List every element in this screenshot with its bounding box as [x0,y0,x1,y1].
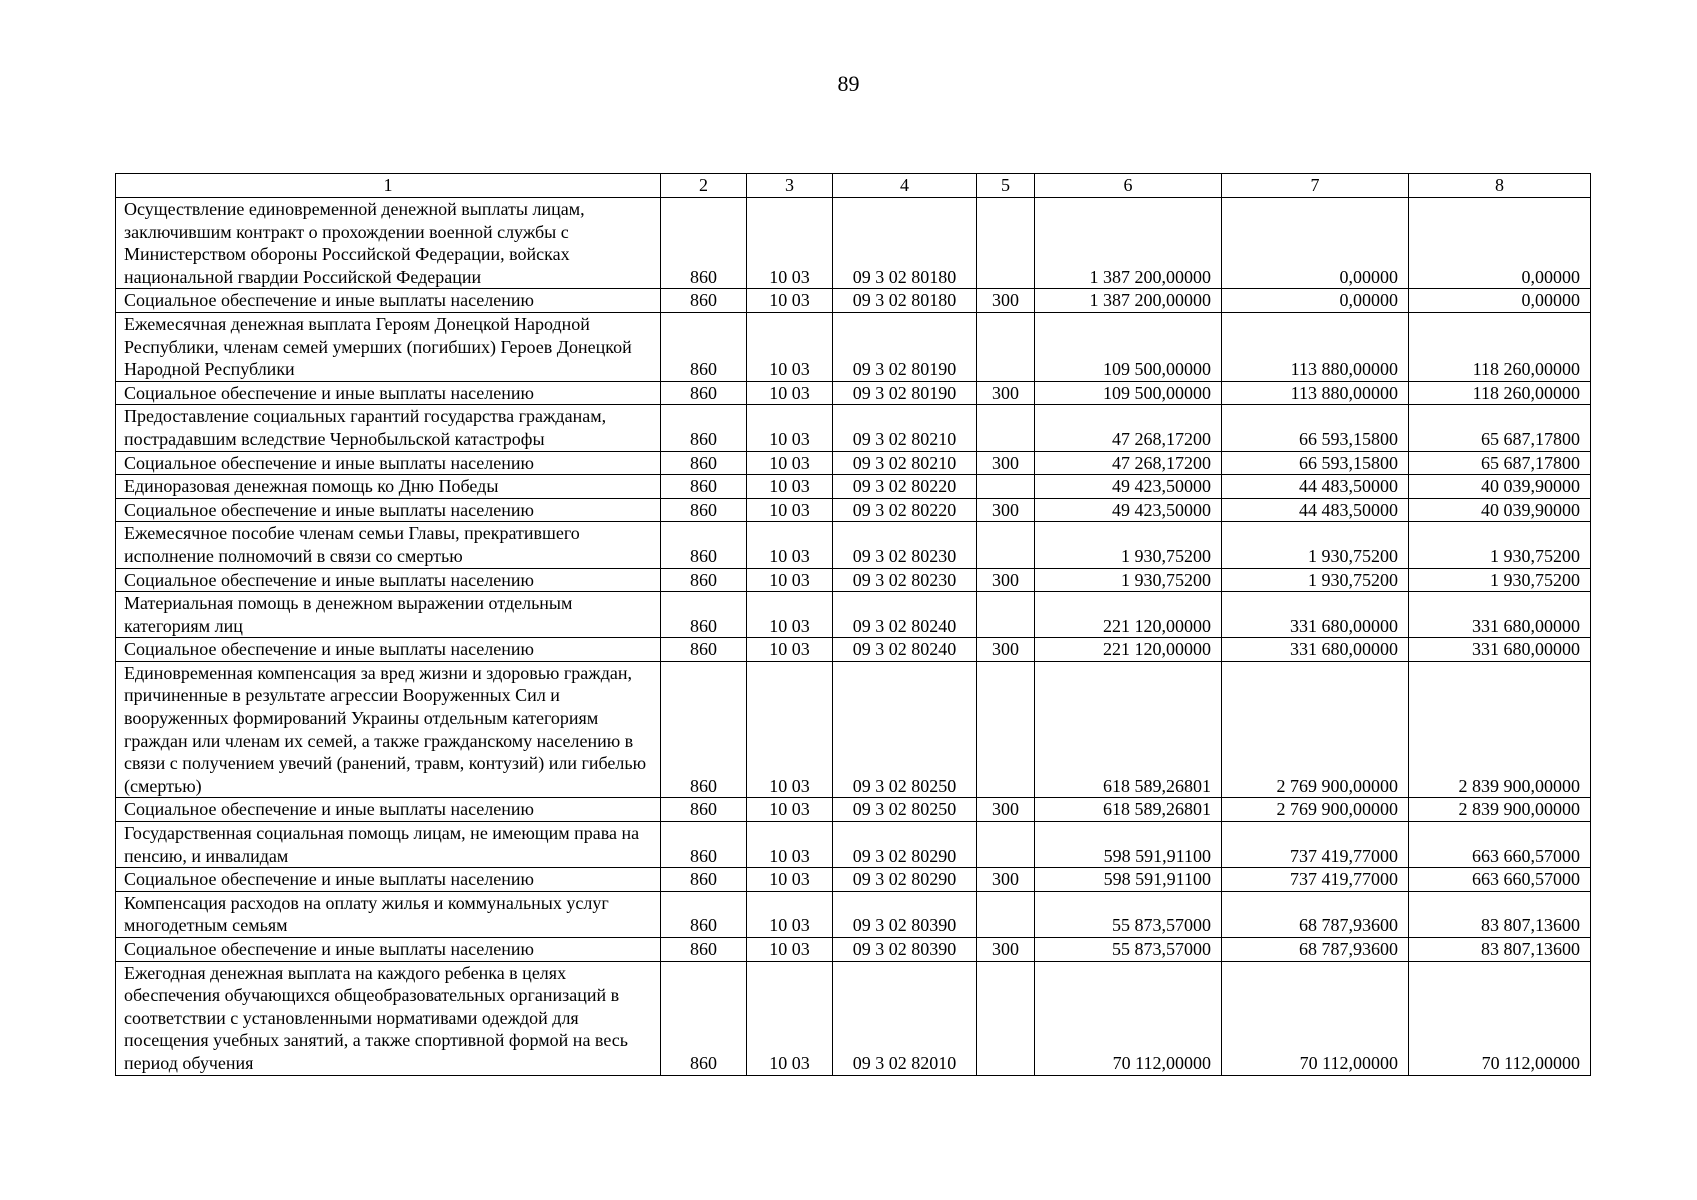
table-row [116,198,1591,289]
table-row [116,661,1591,798]
table-row [116,289,1591,313]
amount-year-3: 83 807,13600 [1409,891,1591,937]
target-article-code: 09 3 02 80390 [833,891,977,937]
ministry-code: 860 [661,961,747,1075]
expense-type-code [977,961,1035,1075]
row-description: Социальное обеспечение и иные выплаты населению [116,289,661,313]
amount-year-1: 221 120,00000 [1035,638,1222,662]
target-article-code: 09 3 02 80180 [833,289,977,313]
section-code: 10 03 [747,891,833,937]
ministry-code: 860 [661,475,747,499]
amount-year-3: 65 687,17800 [1409,405,1591,451]
amount-year-1: 49 423,50000 [1035,475,1222,499]
table-row [116,798,1591,822]
section-code: 10 03 [747,822,833,868]
amount-year-3: 1 930,75200 [1409,568,1591,592]
table-row [116,451,1591,475]
amount-year-2: 113 880,00000 [1222,381,1409,405]
ministry-code: 860 [661,798,747,822]
amount-year-2: 0,00000 [1222,289,1409,313]
target-article-code: 09 3 02 82010 [833,961,977,1075]
section-code: 10 03 [747,592,833,638]
column-header: 8 [1409,174,1591,198]
column-header: 6 [1035,174,1222,198]
expense-type-code: 300 [977,568,1035,592]
row-description: Социальное обеспечение и иные выплаты населению [116,381,661,405]
amount-year-3: 83 807,13600 [1409,938,1591,962]
expense-type-code: 300 [977,938,1035,962]
amount-year-2: 68 787,93600 [1222,891,1409,937]
ministry-code: 860 [661,522,747,568]
amount-year-3: 663 660,57000 [1409,822,1591,868]
ministry-code: 860 [661,638,747,662]
amount-year-2: 113 880,00000 [1222,312,1409,381]
amount-year-3: 40 039,90000 [1409,498,1591,522]
table-row [116,522,1591,568]
row-description: Социальное обеспечение и иные выплаты населению [116,638,661,662]
amount-year-3: 2 839 900,00000 [1409,661,1591,798]
section-code: 10 03 [747,498,833,522]
amount-year-2: 44 483,50000 [1222,498,1409,522]
amount-year-1: 55 873,57000 [1035,891,1222,937]
ministry-code: 860 [661,451,747,475]
amount-year-3: 331 680,00000 [1409,592,1591,638]
section-code: 10 03 [747,312,833,381]
amount-year-3: 1 930,75200 [1409,522,1591,568]
target-article-code: 09 3 02 80220 [833,475,977,499]
ministry-code: 860 [661,498,747,522]
table-row [116,822,1591,868]
amount-year-2: 331 680,00000 [1222,638,1409,662]
expense-type-code: 300 [977,638,1035,662]
ministry-code: 860 [661,312,747,381]
section-code: 10 03 [747,451,833,475]
amount-year-2: 331 680,00000 [1222,592,1409,638]
ministry-code: 860 [661,938,747,962]
row-description: Социальное обеспечение и иные выплаты населению [116,798,661,822]
table-row [116,498,1591,522]
budget-table [115,173,1591,1076]
row-description: Ежегодная денежная выплата на каждого ребенка в целях обеспечения обучающихся общеобразовательных организаций в соответствии с установленными нормативами одеждой для посещения учебных занятий, а также спортивной формой на весь период обучения [116,961,661,1075]
expense-type-code [977,312,1035,381]
target-article-code: 09 3 02 80290 [833,822,977,868]
target-article-code: 09 3 02 80250 [833,661,977,798]
amount-year-2: 0,00000 [1222,198,1409,289]
page-number: 89 [837,71,860,96]
amount-year-3: 118 260,00000 [1409,312,1591,381]
section-code: 10 03 [747,638,833,662]
column-number-header-row [116,174,1591,198]
row-description: Осуществление единовременной денежной выплаты лицам, заключившим контракт о прохождении военной службы с Министерством обороны Российской Федерации, войсках национальной гвардии Российской Федерации [116,198,661,289]
amount-year-2: 2 769 900,00000 [1222,798,1409,822]
expense-type-code [977,661,1035,798]
amount-year-2: 1 930,75200 [1222,522,1409,568]
amount-year-1: 1 387 200,00000 [1035,198,1222,289]
amount-year-3: 331 680,00000 [1409,638,1591,662]
ministry-code: 860 [661,381,747,405]
target-article-code: 09 3 02 80230 [833,568,977,592]
target-article-code: 09 3 02 80190 [833,312,977,381]
expense-type-code [977,522,1035,568]
amount-year-3: 40 039,90000 [1409,475,1591,499]
amount-year-2: 66 593,15800 [1222,405,1409,451]
target-article-code: 09 3 02 80210 [833,451,977,475]
expense-type-code [977,198,1035,289]
section-code: 10 03 [747,798,833,822]
table-row [116,638,1591,662]
expense-type-code: 300 [977,381,1035,405]
amount-year-1: 221 120,00000 [1035,592,1222,638]
amount-year-2: 737 419,77000 [1222,822,1409,868]
table-row [116,312,1591,381]
section-code: 10 03 [747,938,833,962]
target-article-code: 09 3 02 80190 [833,381,977,405]
amount-year-1: 109 500,00000 [1035,381,1222,405]
row-description: Единоразовая денежная помощь ко Дню Победы [116,475,661,499]
amount-year-1: 598 591,91100 [1035,868,1222,892]
ministry-code: 860 [661,405,747,451]
amount-year-3: 663 660,57000 [1409,868,1591,892]
section-code: 10 03 [747,198,833,289]
ministry-code: 860 [661,868,747,892]
table-row [116,938,1591,962]
amount-year-3: 118 260,00000 [1409,381,1591,405]
table-row [116,405,1591,451]
amount-year-1: 70 112,00000 [1035,961,1222,1075]
section-code: 10 03 [747,868,833,892]
amount-year-3: 0,00000 [1409,289,1591,313]
ministry-code: 860 [661,289,747,313]
table-row [116,891,1591,937]
amount-year-2: 68 787,93600 [1222,938,1409,962]
amount-year-2: 1 930,75200 [1222,568,1409,592]
amount-year-3: 2 839 900,00000 [1409,798,1591,822]
table-row [116,568,1591,592]
amount-year-2: 2 769 900,00000 [1222,661,1409,798]
row-description: Предоставление социальных гарантий государства гражданам, пострадавшим вследствие Чернобыльской катастрофы [116,405,661,451]
amount-year-2: 737 419,77000 [1222,868,1409,892]
expense-type-code [977,822,1035,868]
expense-type-code: 300 [977,289,1035,313]
section-code: 10 03 [747,522,833,568]
amount-year-1: 109 500,00000 [1035,312,1222,381]
target-article-code: 09 3 02 80230 [833,522,977,568]
column-header: 4 [833,174,977,198]
ministry-code: 860 [661,661,747,798]
column-header: 1 [116,174,661,198]
table-row [116,381,1591,405]
row-description: Социальное обеспечение и иные выплаты населению [116,938,661,962]
section-code: 10 03 [747,405,833,451]
amount-year-1: 618 589,26801 [1035,798,1222,822]
table-row [116,868,1591,892]
amount-year-2: 44 483,50000 [1222,475,1409,499]
target-article-code: 09 3 02 80240 [833,592,977,638]
expense-type-code [977,891,1035,937]
row-description: Социальное обеспечение и иные выплаты населению [116,451,661,475]
column-header: 3 [747,174,833,198]
ministry-code: 860 [661,822,747,868]
target-article-code: 09 3 02 80240 [833,638,977,662]
section-code: 10 03 [747,661,833,798]
amount-year-1: 1 930,75200 [1035,568,1222,592]
table-row [116,475,1591,499]
table-row [116,592,1591,638]
row-description: Материальная помощь в денежном выражении отдельным категориям лиц [116,592,661,638]
target-article-code: 09 3 02 80290 [833,868,977,892]
expense-type-code: 300 [977,498,1035,522]
row-description: Социальное обеспечение и иные выплаты населению [116,568,661,592]
amount-year-1: 55 873,57000 [1035,938,1222,962]
row-description: Ежемесячное пособие членам семьи Главы, прекратившего исполнение полномочий в связи со смертью [116,522,661,568]
section-code: 10 03 [747,381,833,405]
row-description: Ежемесячная денежная выплата Героям Донецкой Народной Республики, членам семей умерших (погибших) Героев Донецкой Народной Республики [116,312,661,381]
amount-year-1: 47 268,17200 [1035,451,1222,475]
target-article-code: 09 3 02 80180 [833,198,977,289]
row-description: Социальное обеспечение и иные выплаты населению [116,498,661,522]
expense-type-code: 300 [977,451,1035,475]
row-description: Социальное обеспечение и иные выплаты населению [116,868,661,892]
target-article-code: 09 3 02 80390 [833,938,977,962]
ministry-code: 860 [661,198,747,289]
section-code: 10 03 [747,961,833,1075]
section-code: 10 03 [747,475,833,499]
column-header: 2 [661,174,747,198]
amount-year-3: 0,00000 [1409,198,1591,289]
column-header: 7 [1222,174,1409,198]
row-description: Единовременная компенсация за вред жизни и здоровью граждан, причиненные в результате агрессии Вооруженных Сил и вооруженных формирований Украины отдельным категориям граждан или членам их семей, а также гражданскому населению в связи с получением увечий (ранений, травм, контузий) или гибелью (смертью) [116,661,661,798]
amount-year-1: 1 930,75200 [1035,522,1222,568]
amount-year-3: 65 687,17800 [1409,451,1591,475]
section-code: 10 03 [747,568,833,592]
target-article-code: 09 3 02 80210 [833,405,977,451]
ministry-code: 860 [661,568,747,592]
target-article-code: 09 3 02 80220 [833,498,977,522]
amount-year-1: 1 387 200,00000 [1035,289,1222,313]
amount-year-1: 49 423,50000 [1035,498,1222,522]
expense-type-code [977,592,1035,638]
row-description: Государственная социальная помощь лицам, не имеющим права на пенсию, и инвалидам [116,822,661,868]
ministry-code: 860 [661,891,747,937]
ministry-code: 860 [661,592,747,638]
section-code: 10 03 [747,289,833,313]
expense-type-code: 300 [977,798,1035,822]
target-article-code: 09 3 02 80250 [833,798,977,822]
expense-type-code: 300 [977,868,1035,892]
amount-year-2: 66 593,15800 [1222,451,1409,475]
row-description: Компенсация расходов на оплату жилья и коммунальных услуг многодетным семьям [116,891,661,937]
amount-year-1: 598 591,91100 [1035,822,1222,868]
amount-year-2: 70 112,00000 [1222,961,1409,1075]
amount-year-1: 47 268,17200 [1035,405,1222,451]
column-header: 5 [977,174,1035,198]
expense-type-code [977,405,1035,451]
amount-year-1: 618 589,26801 [1035,661,1222,798]
table-row [116,961,1591,1075]
expense-type-code [977,475,1035,499]
amount-year-3: 70 112,00000 [1409,961,1591,1075]
